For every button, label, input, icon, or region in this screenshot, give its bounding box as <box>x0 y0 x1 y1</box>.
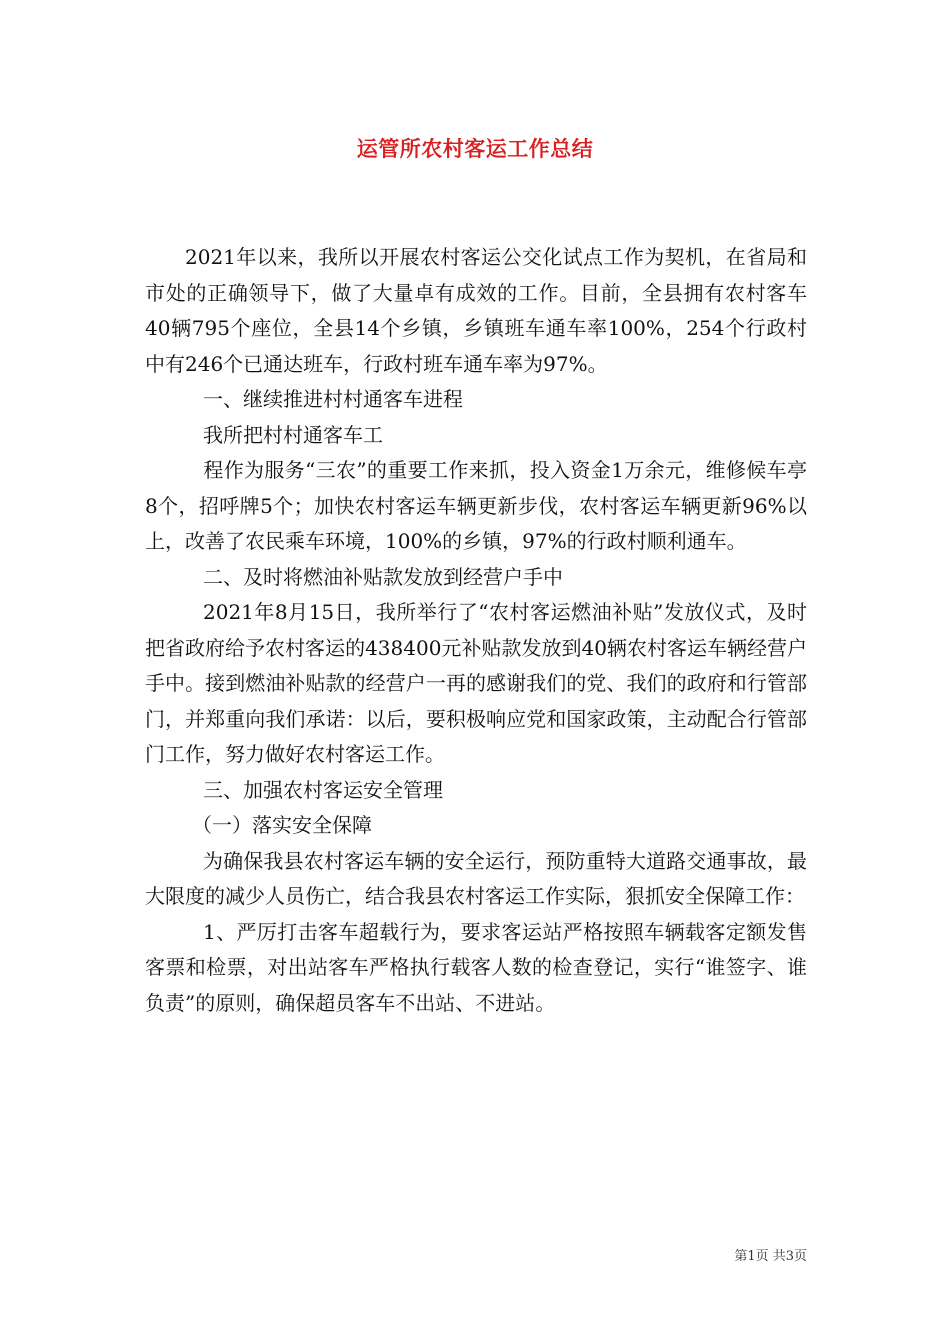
paragraph-section-1-body: 程作为服务“三农”的重要工作来抓，投入资金1万余元，维修候车亭8个，招呼牌5个；加快农村客运车辆更新步伐，农村客运车辆更新96%以上，改善了农民乘车环境，100%的乡镇，97%的行政村顺利通车。 <box>145 458 807 553</box>
paragraph-item-1: 1、严厉打击客车超载行为，要求客运站严格按照车辆载客定额发售客票和检票，对出站客车严格执行载客人数的检查登记，实行“谁签字、谁负责”的原则，确保超员客车不出站、不进站。 <box>145 919 807 1015</box>
paragraph-section-1-lead: 我所把村村通客车工 <box>203 422 383 447</box>
document-title: 运管所农村客运工作总结 <box>356 136 594 161</box>
section-heading-1: 一、继续推进村村通客车进程 <box>203 387 463 411</box>
paragraph-section-2-body: 2021年8月15日，我所举行了“农村客运燃油补贴”发放仪式，及时把省政府给予农村客运的438400元补贴款发放到40辆农村客运车辆经营户手中。接到燃油补贴款的经营户一再的感谢我们的党、我们的政府和行管部门，并郑重向我们承诺：以后，要积极响应党和国家政策，主动配合行管部门工作，努力做好农村客运工作。 <box>145 600 807 766</box>
section-heading-3: 三、加强农村客运安全管理 <box>203 777 443 802</box>
page-number: 第1页 共3页 <box>734 1249 807 1264</box>
subsection-heading-1: （一）落实安全保障 <box>192 813 372 837</box>
paragraph-subsection-1-body: 为确保我县农村客运车辆的安全运行，预防重特大道路交通事故，最大限度的减少人员伤亡，结合我县农村客运工作实际，狠抓安全保障工作： <box>145 848 807 908</box>
document-body <box>145 240 807 1021</box>
paragraph-intro: 2021年以来，我所以开展农村客运公交化试点工作为契机，在省局和市处的正确领导下，做了大量卓有成效的工作。目前，全县拥有农村客车40辆795个座位，全县14个乡镇，乡镇班车通车率100%，254个行政村中有246个已通达班车，行政村班车通车率为97%。 <box>145 245 807 376</box>
section-heading-2: 二、及时将燃油补贴款发放到经营户手中 <box>203 564 563 589</box>
